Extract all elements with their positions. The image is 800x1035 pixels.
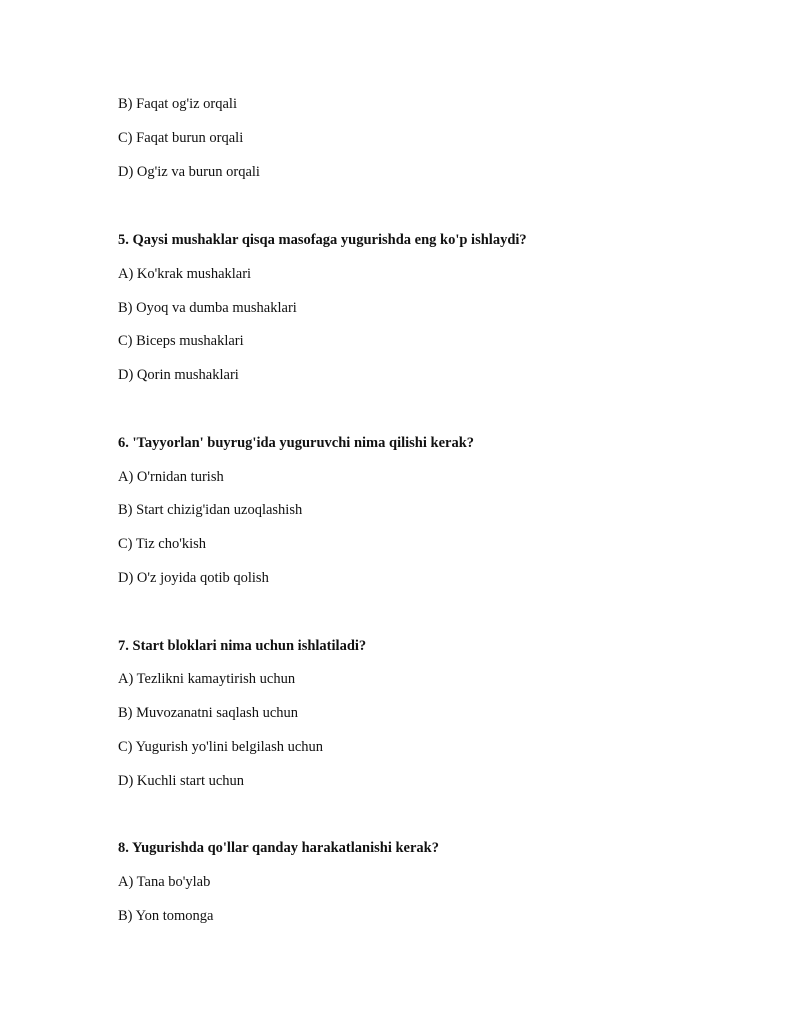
- question-7-option-c: C) Yugurish yo'lini belgilash uchun: [118, 739, 324, 755]
- question-6-option-c: C) Tiz cho'kish: [118, 536, 207, 552]
- question-6-option-d: D) O'z joyida qotib qolish: [118, 570, 269, 586]
- question-5-title: 5. Qaysi mushaklar qisqa masofaga yugurishda eng ko'p ishlaydi?: [118, 232, 527, 248]
- question-7-option-b: B) Muvozanatni saqlash uchun: [118, 705, 299, 721]
- option-d: D) Og'iz va burun orqali: [118, 164, 260, 180]
- question-5-option-d: D) Qorin mushaklari: [118, 367, 239, 383]
- question-8-title: 8. Yugurishda qo'llar qanday harakatlanishi kerak?: [118, 840, 439, 856]
- option-c: C) Faqat burun orqali: [118, 130, 244, 146]
- question-8-option-b: B) Yon tomonga: [118, 908, 214, 924]
- question-7-option-a: A) Tezlikni kamaytirish uchun: [118, 671, 296, 687]
- question-5-option-b: B) Oyoq va dumba mushaklari: [118, 300, 297, 316]
- question-7-title: 7. Start bloklari nima uchun ishlatiladi?: [118, 638, 367, 654]
- question-6-option-b: B) Start chizig'idan uzoqlashish: [118, 502, 303, 518]
- question-8-option-a: A) Tana bo'ylab: [118, 874, 211, 890]
- option-b: B) Faqat og'iz orqali: [118, 96, 237, 112]
- question-7-option-d: D) Kuchli start uchun: [118, 773, 245, 789]
- question-5-option-c: C) Biceps mushaklari: [118, 333, 244, 349]
- question-6-title: 6. 'Tayyorlan' buyrug'ida yuguruvchi nima qilishi kerak?: [118, 435, 475, 451]
- question-6-option-a: A) O'rnidan turish: [118, 469, 224, 485]
- question-5-option-a: A) Ko'krak mushaklari: [118, 266, 252, 282]
